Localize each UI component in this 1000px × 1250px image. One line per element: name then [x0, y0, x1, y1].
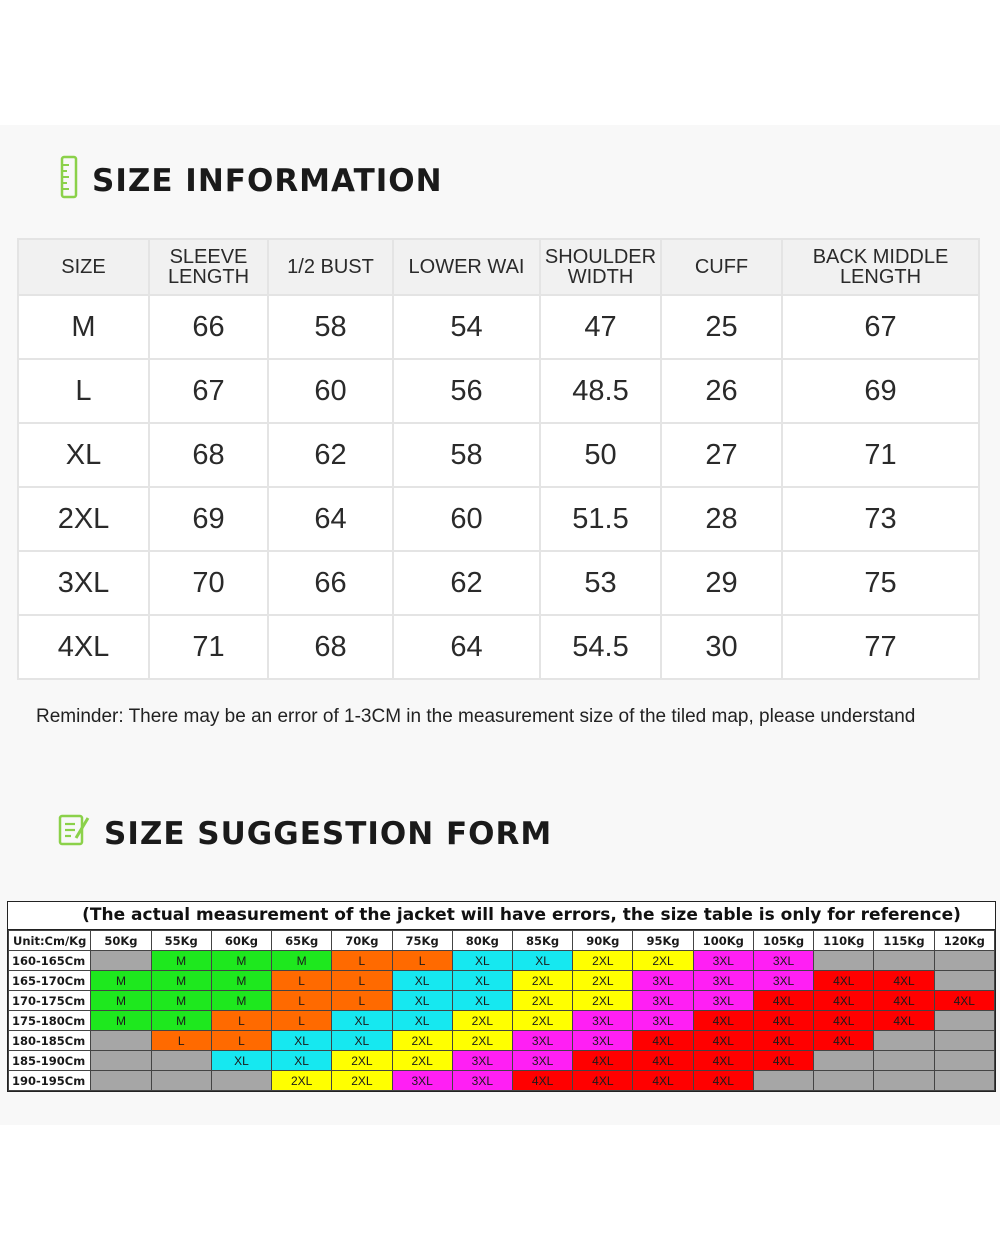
size-suggestion-cell: 3XL: [633, 971, 693, 991]
size-suggestion-cell: 3XL: [633, 1011, 693, 1031]
size-suggestion-cell: XL: [392, 1011, 452, 1031]
size-label-cell: 3XL: [18, 551, 149, 615]
size-suggestion-cell: 2XL: [512, 991, 572, 1011]
measurement-cell: 71: [149, 615, 268, 679]
size-suggestion-cell: L: [392, 951, 452, 971]
size-suggestion-cell: 2XL: [573, 991, 633, 1011]
unit-corner-cell: Unit:Cm/Kg: [9, 931, 91, 951]
size-row: [18, 295, 979, 359]
size-suggestion-cell: 4XL: [753, 991, 813, 1011]
height-row: [9, 991, 995, 1011]
header-cuff: CUFF: [661, 239, 782, 295]
size-suggestion-cell: L: [272, 1011, 332, 1031]
size-suggestion-cell: 3XL: [693, 991, 753, 1011]
measurement-cell: 25: [661, 295, 782, 359]
header-half-bust: 1/2 BUST: [268, 239, 393, 295]
weight-header-cell: 120Kg: [934, 931, 994, 951]
size-suggestion-cell: 3XL: [512, 1051, 572, 1071]
empty-cell: [934, 1051, 994, 1071]
size-suggestion-cell: L: [332, 991, 392, 1011]
empty-cell: [814, 1071, 874, 1091]
size-row: [18, 615, 979, 679]
size-suggestion-cell: 3XL: [452, 1071, 512, 1091]
empty-cell: [814, 951, 874, 971]
checklist-edit-icon: [58, 812, 90, 856]
size-suggestion-cell: 2XL: [452, 1031, 512, 1051]
size-row: [18, 487, 979, 551]
size-suggestion-cell: 4XL: [753, 1031, 813, 1051]
measurement-cell: 50: [540, 423, 661, 487]
measurement-cell: 62: [268, 423, 393, 487]
size-suggestion-cell: 3XL: [753, 951, 813, 971]
header-sleeve-length: SLEEVE LENGTH: [149, 239, 268, 295]
size-suggestion-cell: 4XL: [753, 1051, 813, 1071]
size-suggestion-cell: 2XL: [332, 1071, 392, 1091]
size-suggestion-cell: 4XL: [814, 1011, 874, 1031]
measurement-cell: 75: [782, 551, 979, 615]
size-suggestion-cell: XL: [392, 991, 452, 1011]
height-row: [9, 1051, 995, 1071]
size-suggestion-cell: 4XL: [874, 991, 934, 1011]
size-suggestion-cell: 4XL: [633, 1031, 693, 1051]
measurement-cell: 64: [268, 487, 393, 551]
size-suggestion-cell: 4XL: [693, 1051, 753, 1071]
size-label-cell: 4XL: [18, 615, 149, 679]
measurement-cell: 60: [268, 359, 393, 423]
size-suggestion-cell: L: [332, 951, 392, 971]
size-row: [18, 423, 979, 487]
size-information-table: [17, 238, 980, 680]
size-label-cell: L: [18, 359, 149, 423]
size-suggestion-cell: 3XL: [573, 1011, 633, 1031]
measurement-cell: 67: [782, 295, 979, 359]
size-suggestion-cell: 4XL: [573, 1051, 633, 1071]
weight-header-cell: 110Kg: [814, 931, 874, 951]
ruler-icon: [60, 155, 78, 207]
measurement-cell: 58: [268, 295, 393, 359]
measurement-cell: 68: [268, 615, 393, 679]
weight-header-cell: 65Kg: [272, 931, 332, 951]
size-label-cell: 2XL: [18, 487, 149, 551]
empty-cell: [151, 1071, 211, 1091]
size-suggestion-cell: XL: [452, 951, 512, 971]
empty-cell: [874, 1071, 934, 1091]
empty-cell: [151, 1051, 211, 1071]
size-suggestion-cell: 4XL: [693, 1031, 753, 1051]
size-suggestion-form: [7, 901, 996, 1092]
size-suggestion-cell: XL: [211, 1051, 271, 1071]
measurement-cell: 64: [393, 615, 540, 679]
size-suggestion-cell: M: [211, 991, 271, 1011]
weight-header-cell: 50Kg: [91, 931, 151, 951]
size-suggestion-cell: 4XL: [693, 1011, 753, 1031]
size-suggestion-cell: 3XL: [693, 971, 753, 991]
size-suggestion-cell: 4XL: [753, 1011, 813, 1031]
size-suggestion-cell: XL: [332, 1011, 392, 1031]
height-label-cell: 190-195Cm: [9, 1071, 91, 1091]
size-suggestion-cell: M: [151, 1011, 211, 1031]
measurement-cell: 27: [661, 423, 782, 487]
height-label-cell: 160-165Cm: [9, 951, 91, 971]
measurement-cell: 68: [149, 423, 268, 487]
header-lower-waist: LOWER WAI: [393, 239, 540, 295]
size-suggestion-cell: 3XL: [452, 1051, 512, 1071]
size-suggestion-cell: 4XL: [934, 991, 994, 1011]
size-suggestion-cell: XL: [332, 1031, 392, 1051]
size-suggestion-cell: XL: [272, 1031, 332, 1051]
size-suggestion-cell: 2XL: [392, 1031, 452, 1051]
empty-cell: [934, 951, 994, 971]
header-shoulder-width: SHOULDER WIDTH: [540, 239, 661, 295]
empty-cell: [874, 1031, 934, 1051]
size-suggestion-cell: XL: [452, 971, 512, 991]
size-suggestion-cell: M: [151, 951, 211, 971]
empty-cell: [934, 1031, 994, 1051]
size-suggestion-cell: 4XL: [874, 1011, 934, 1031]
header-back-middle-length: BACK MIDDLE LENGTH: [782, 239, 979, 295]
empty-cell: [874, 1051, 934, 1071]
weight-header-cell: 70Kg: [332, 931, 392, 951]
size-information-title: SIZE INFORMATION: [92, 163, 443, 199]
size-suggestion-cell: L: [151, 1031, 211, 1051]
height-label-cell: 180-185Cm: [9, 1031, 91, 1051]
measurement-cell: 69: [149, 487, 268, 551]
measurement-cell: 56: [393, 359, 540, 423]
size-suggestion-title: SIZE SUGGESTION FORM: [104, 816, 553, 852]
size-suggestion-cell: 3XL: [753, 971, 813, 991]
measurement-cell: 28: [661, 487, 782, 551]
size-suggestion-cell: L: [272, 991, 332, 1011]
weight-header-cell: 105Kg: [753, 931, 813, 951]
measurement-cell: 73: [782, 487, 979, 551]
height-label-cell: 170-175Cm: [9, 991, 91, 1011]
size-suggestion-cell: 2XL: [452, 1011, 512, 1031]
height-row: [9, 1031, 995, 1051]
height-label-cell: 185-190Cm: [9, 1051, 91, 1071]
size-suggestion-cell: M: [272, 951, 332, 971]
measurement-cell: 62: [393, 551, 540, 615]
size-suggestion-cell: 4XL: [633, 1051, 693, 1071]
measurement-cell: 53: [540, 551, 661, 615]
size-suggestion-cell: 2XL: [633, 951, 693, 971]
measurement-cell: 60: [393, 487, 540, 551]
weight-header-cell: 95Kg: [633, 931, 693, 951]
size-suggestion-cell: 3XL: [693, 951, 753, 971]
size-row: [18, 359, 979, 423]
size-label-cell: XL: [18, 423, 149, 487]
size-suggestion-cell: 2XL: [272, 1071, 332, 1091]
size-suggestion-cell: M: [91, 991, 151, 1011]
size-suggestion-cell: M: [211, 951, 271, 971]
size-table-header-row: [18, 239, 979, 295]
measurement-cell: 58: [393, 423, 540, 487]
size-suggestion-cell: M: [151, 971, 211, 991]
size-suggestion-cell: 2XL: [573, 951, 633, 971]
size-row: [18, 551, 979, 615]
size-suggestion-cell: 4XL: [814, 971, 874, 991]
weight-header-cell: 55Kg: [151, 931, 211, 951]
height-row: [9, 971, 995, 991]
size-suggestion-cell: M: [91, 971, 151, 991]
size-suggestion-cell: 4XL: [874, 971, 934, 991]
measurement-reminder: Reminder: There may be an error of 1-3CM in the measurement size of the tiled map, please understand: [36, 706, 916, 727]
empty-cell: [91, 1031, 151, 1051]
size-suggestion-heading: [58, 812, 552, 856]
size-suggestion-cell: 4XL: [693, 1071, 753, 1091]
empty-cell: [874, 951, 934, 971]
measurement-cell: 69: [782, 359, 979, 423]
empty-cell: [934, 1011, 994, 1031]
empty-cell: [934, 971, 994, 991]
size-suggestion-cell: L: [211, 1011, 271, 1031]
weight-header-cell: 90Kg: [573, 931, 633, 951]
weight-header-cell: 100Kg: [693, 931, 753, 951]
size-suggestion-cell: L: [272, 971, 332, 991]
height-row: [9, 1011, 995, 1031]
measurement-cell: 30: [661, 615, 782, 679]
size-suggestion-cell: XL: [272, 1051, 332, 1071]
size-suggestion-cell: 2XL: [392, 1051, 452, 1071]
size-suggestion-cell: L: [211, 1031, 271, 1051]
weight-header-row: [9, 931, 995, 951]
measurement-cell: 47: [540, 295, 661, 359]
header-size: SIZE: [18, 239, 149, 295]
size-suggestion-cell: XL: [452, 991, 512, 1011]
weight-header-cell: 85Kg: [512, 931, 572, 951]
weight-header-cell: 75Kg: [392, 931, 452, 951]
measurement-cell: 51.5: [540, 487, 661, 551]
size-suggestion-cell: M: [91, 1011, 151, 1031]
size-suggestion-cell: L: [332, 971, 392, 991]
size-suggestion-cell: 2XL: [512, 1011, 572, 1031]
empty-cell: [91, 1071, 151, 1091]
measurement-cell: 29: [661, 551, 782, 615]
empty-cell: [211, 1071, 271, 1091]
measurement-cell: 48.5: [540, 359, 661, 423]
measurement-cell: 26: [661, 359, 782, 423]
measurement-cell: 66: [149, 295, 268, 359]
size-suggestion-cell: 3XL: [392, 1071, 452, 1091]
size-suggestion-cell: XL: [512, 951, 572, 971]
empty-cell: [91, 1051, 151, 1071]
size-suggestion-cell: 3XL: [573, 1031, 633, 1051]
size-information-heading: [60, 155, 443, 207]
measurement-cell: 70: [149, 551, 268, 615]
size-suggestion-cell: M: [211, 971, 271, 991]
height-label-cell: 165-170Cm: [9, 971, 91, 991]
height-row: [9, 1071, 995, 1091]
size-suggestion-cell: M: [151, 991, 211, 1011]
empty-cell: [934, 1071, 994, 1091]
size-suggestion-cell: 3XL: [633, 991, 693, 1011]
empty-cell: [753, 1071, 813, 1091]
height-row: [9, 951, 995, 971]
size-suggestion-cell: XL: [392, 971, 452, 991]
size-suggestion-cell: 4XL: [633, 1071, 693, 1091]
size-suggestion-cell: 3XL: [512, 1031, 572, 1051]
size-label-cell: M: [18, 295, 149, 359]
measurement-cell: 67: [149, 359, 268, 423]
empty-cell: [814, 1051, 874, 1071]
suggestion-note: (The actual measurement of the jacket will have errors, the size table is only for reference): [8, 902, 995, 930]
size-suggestion-cell: 4XL: [573, 1071, 633, 1091]
measurement-cell: 54.5: [540, 615, 661, 679]
measurement-cell: 71: [782, 423, 979, 487]
size-suggestion-cell: 4XL: [512, 1071, 572, 1091]
size-suggestion-cell: 4XL: [814, 1031, 874, 1051]
measurement-cell: 66: [268, 551, 393, 615]
size-suggestion-table: [8, 930, 995, 1091]
measurement-cell: 54: [393, 295, 540, 359]
weight-header-cell: 115Kg: [874, 931, 934, 951]
size-suggestion-cell: 2XL: [332, 1051, 392, 1071]
height-label-cell: 175-180Cm: [9, 1011, 91, 1031]
empty-cell: [91, 951, 151, 971]
weight-header-cell: 60Kg: [211, 931, 271, 951]
measurement-cell: 77: [782, 615, 979, 679]
size-suggestion-cell: 2XL: [573, 971, 633, 991]
size-suggestion-cell: 2XL: [512, 971, 572, 991]
weight-header-cell: 80Kg: [452, 931, 512, 951]
size-suggestion-cell: 4XL: [814, 991, 874, 1011]
